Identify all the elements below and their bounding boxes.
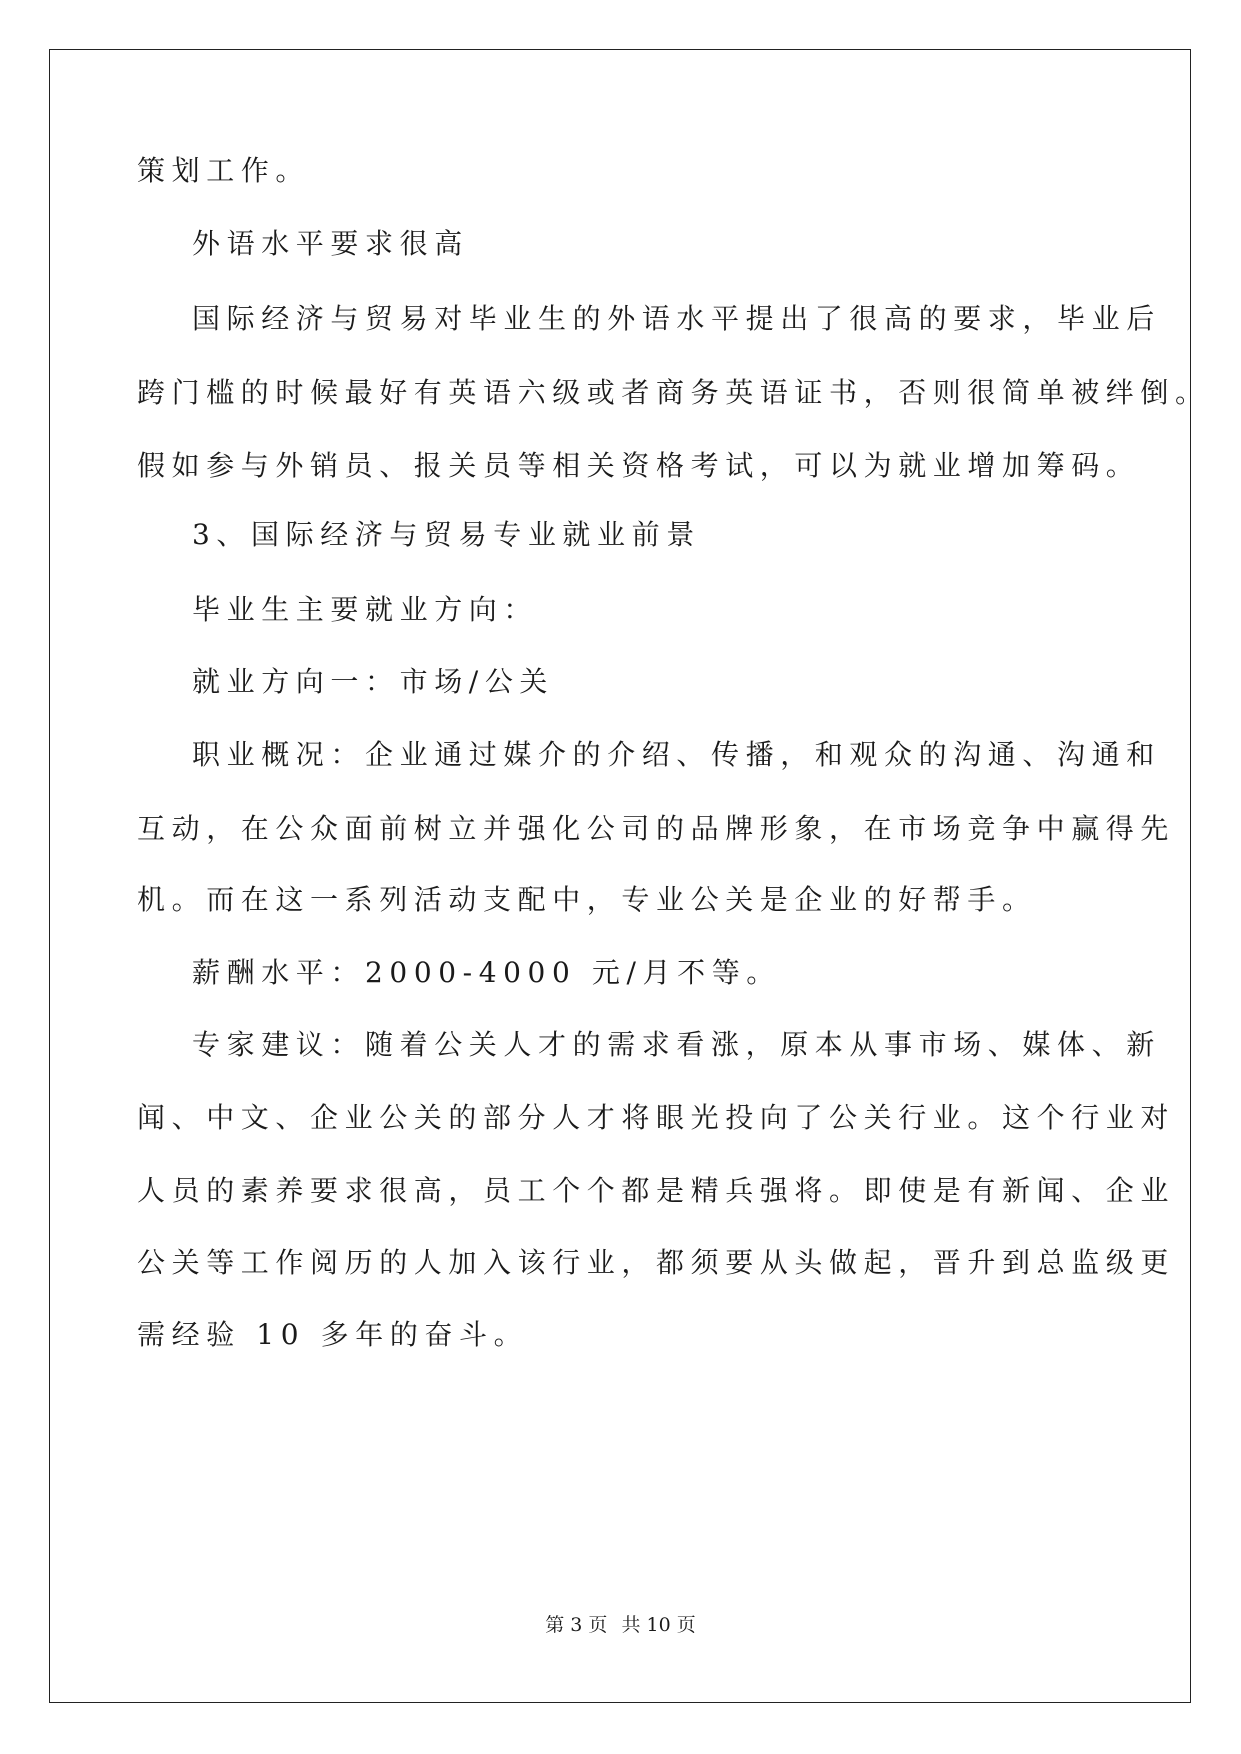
text-line-9: 职业概况：企业通过媒介的介绍、传播，和观众的沟通、沟通和 — [192, 738, 1161, 771]
text-line-5: 假如参与外销员、报关员等相关资格考试，可以为就业增加筹码。 — [137, 449, 1141, 482]
text-line-15: 人员的素养要求很高，员工个个都是精兵强将。即使是有新闻、企业 — [137, 1174, 1176, 1207]
page-border — [49, 49, 1191, 1703]
page-footer — [0, 1616, 1241, 1635]
text-line-1: 策划工作。 — [137, 154, 311, 187]
text-line-3: 国际经济与贸易对毕业生的外语水平提出了很高的要求，毕业后 — [192, 302, 1161, 335]
text-line-11: 机。而在这一系列活动支配中，专业公关是企业的好帮手。 — [137, 883, 1037, 916]
section-heading-employment-outlook: 3、国际经济与贸易专业就业前景 — [192, 518, 701, 551]
text-line-4: 跨门槛的时候最好有英语六级或者商务英语证书，否则很简单被绊倒。 — [137, 376, 1210, 409]
text-line-8: 就业方向一：市场/公关 — [192, 665, 555, 698]
text-line-16: 公关等工作阅历的人加入该行业，都须要从头做起，晋升到总监级更 — [137, 1246, 1176, 1279]
text-line-12: 薪酬水平：2000-4000 元/月不等。 — [192, 956, 781, 989]
text-line-13: 专家建议：随着公关人才的需求看涨，原本从事市场、媒体、新 — [192, 1028, 1161, 1061]
text-line-17: 需经验 10 多年的奋斗。 — [137, 1318, 529, 1351]
text-line-7: 毕业生主要就业方向： — [192, 593, 539, 626]
page-total-label: 共 10 页 — [621, 1614, 696, 1636]
text-line-10: 互动，在公众面前树立并强化公司的品牌形象，在市场竞争中赢得先 — [137, 812, 1176, 845]
section-heading-foreign-language: 外语水平要求很高 — [192, 227, 469, 260]
page-number-label: 第 3 页 — [545, 1614, 608, 1636]
text-line-14: 闻、中文、企业公关的部分人才将眼光投向了公关行业。这个行业对 — [137, 1101, 1176, 1134]
